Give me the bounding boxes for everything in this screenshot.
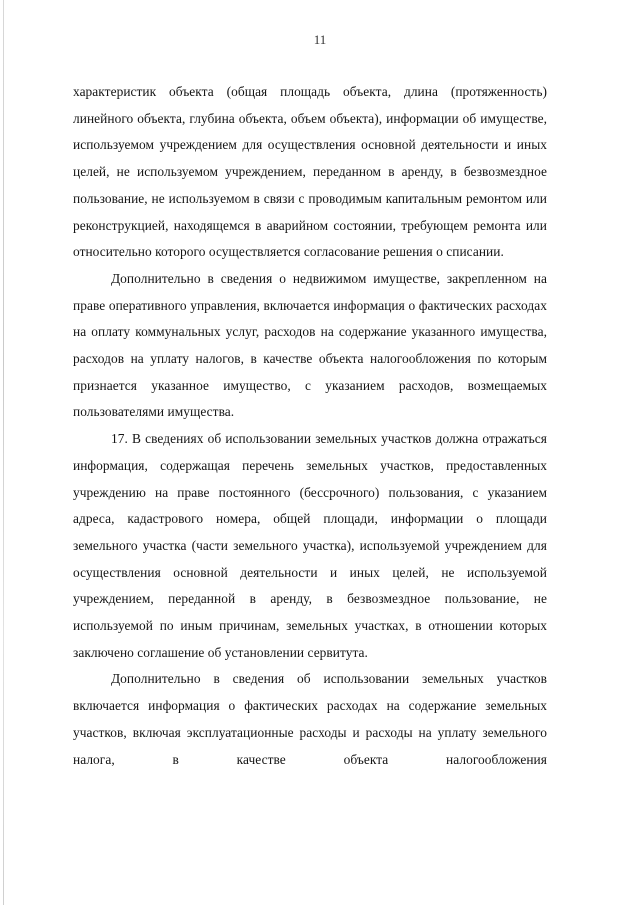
paragraph-property-characteristics: характеристик объекта (общая площадь объекта, длина (протяженность) линейного объекта, глубина объекта, объем объекта), информации об имуществе, используемом учреждением для осуществления основной деятельности и иных целей, не используемом учреждением, переданном в аренду, в безвозмездное пользование, не используемом в связи с проводимым капитальным ремонтом или реконструкцией, находящемся в аварийном состоянии, требующем ремонта или относительно которого осуществляется согласование решения о списании. bbox=[73, 84, 547, 260]
page-number: 11 bbox=[313, 32, 327, 47]
paragraph-real-estate-expenses: Дополнительно в сведения о недвижимом имуществе, закрепленном на праве оперативного управления, включается информация о фактических расходах на оплату коммунальных услуг, расходов на содержание указанного имущества, расходов на уплату налогов, в качестве объекта налогообложения по которым признается указанное имущество, с указанием расходов, возмещаемых пользователями имущества. bbox=[73, 270, 547, 420]
paragraph-land-plots-section-17: 17. В сведениях об использовании земельных участков должна отражаться информация, содержащая перечень земельных участков, предоставленных учреждению на праве постоянного (бессрочного) пользования, с указанием адреса, кадастрового номера, общей площади, информации о площади земельного участка (части земельного участка), используемой учреждением для осуществления основной деятельности и иных целей, не используемой учреждением, переданной в аренду, в безвозмездное пользование, не используемой по иным причинам, земельных участках, в отношении которых заключено соглашение об установлении сервитута. bbox=[73, 431, 547, 660]
paragraph-land-plots-expenses: Дополнительно в сведения об использовании земельных участков включается информация о фактических расходах на содержание земельных участков, включая эксплуатационные расходы и расходы на уплату земельного налога, в качестве объекта налогообложения bbox=[73, 671, 547, 767]
document-body bbox=[73, 79, 547, 773]
scan-edge-line bbox=[3, 0, 4, 905]
